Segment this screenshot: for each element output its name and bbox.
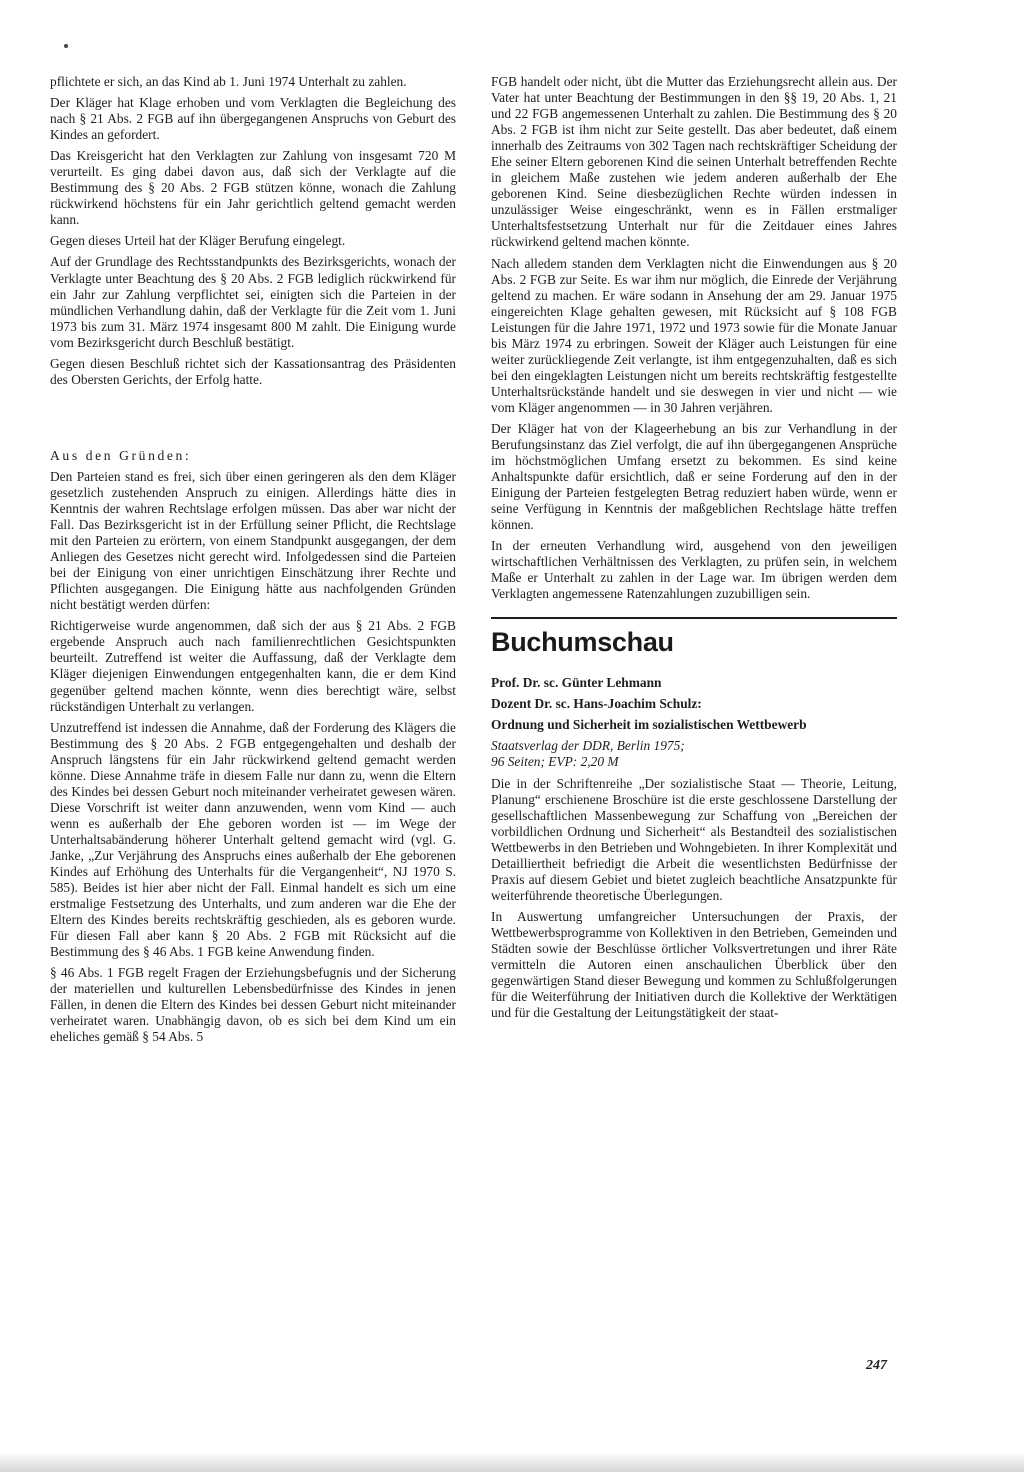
scan-edge [0,1452,1024,1472]
review-paragraph: Die in der Schriftenreihe „Der sozialistische Staat — Theorie, Leitung, Planung“ erschienene Broschüre ist die erste geschlossene Darstellung der gesellschaftlichen Massenbewegung zur Schaffung von „Bereichen der vorbildlichen Ordnung und Sicherheit“ als Bestandteil des sozialistischen Wettbewerbs in den Betrieben und Wohngebieten. In ihrer Komplexität und Detailliertheit befriedigt die Arbeit die wesentlichsten Bedürfnisse der Praxis auf diesem Gebiet und bietet zugleich beachtliche Ansatzpunkte für weiterführende theoretische Überlegungen. [491,775,897,903]
paragraph: Den Parteien stand es frei, sich über einen geringeren als den dem Kläger gesetzlich zustehenden Anspruch zu einigen. Allerdings hätte dies in Kenntnis der wahren Rechtslage erfolgen müssen. Das aber war nicht der Fall. Das Bezirksgericht ist in der Erfüllung seiner Pflicht, die Rechtslage mit den Parteien zu erörtern, von einem Standpunkt ausgegangen, der dem Anliegen des Gesetzes nicht gerecht wird. Infolgedessen sind die Parteien bei der Einigung von einer unrichtigen Einschätzung ihrer Rechte und Pflichten ausgegangen. Die Einigung hätte aus nachfolgenden Gründen nicht bestätigt werden dürfen: [50,468,456,613]
paragraph: Auf der Grundlage des Rechtsstandpunkts des Bezirksgerichts, wonach der Verklagte unter Beachtung des § 20 Abs. 2 FGB lediglich rückwirkend für ein Jahr zur Zahlung verpflichtet sei, einigten sich die Parteien in der mündlichen Verhandlung dahin, daß der Verklagte für die Zeit vom 1. Juni 1973 bis zum 31. März 1974 insgesamt 800 M zahlt. Die Einigung wurde vom Bezirksgericht durch Beschluß bestätigt. [50,254,456,350]
paragraph: FGB handelt oder nicht, übt die Mutter das Erziehungsrecht allein aus. Der Vater hat unter Beachtung der Bestimmungen in den §§ 19, 20 Abs. 1, 21 und 22 FGB angemessenen Unterhalt zu zahlen. Die Bestimmung des § 20 Abs. 2 FGB ist ihm nicht zur Seite gestellt. Das aber bedeutet, daß einem innerhalb des Zeitraums von 302 Tagen nach rechtskräftiger Scheidung der Ehe seiner Eltern geborenen Kind die seinen Unterhalt betreffenden Rechte in gleichem Maße zustehen wie jedem anderen außerhalb der Ehe geborenen Kind. Seine diesbezüglichen Rechte würden indessen in unzulässiger Weise eingeschränkt, wenn es in Fällen erstmaliger Unterhaltsfestsetzung Unterhalt nur für die Zeitdauer eines Jahres rückwirkend geltend machen könnte. [491,74,897,250]
paragraph: Gegen dieses Urteil hat der Kläger Berufung eingelegt. [50,233,346,249]
paragraph: Der Kläger hat Klage erhoben und vom Verklagten die Begleichung des nach § 21 Abs. 2 FGB auf ihn übergegangenen Anspruchs von Geburt des Kindes an gefordert. [50,95,456,143]
paragraph: In der erneuten Verhandlung wird, ausgehend von den jeweiligen wirtschaftlichen Verhältnissen des Verklagten, zu prüfen sein, in welchem Maße er Unterhalt zu zahlen in der Lage war. Im übrigen werden dem Verklagten angemessene Ratenzahlungen zuzubilligen sein. [491,538,897,602]
paragraph: Nach alledem standen dem Verklagten nicht die Einwendungen aus § 20 Abs. 2 FGB zur Seite. Es war ihm nur möglich, die Einrede der Verjährung geltend zu machen. Er wäre sodann in Ansehung der am 29. Januar 1975 eingereichten Klage gehalten gewesen, mit Rücksicht auf § 108 FGB Leistungen für die Jahre 1971, 1972 und 1973 sowie für die Monate Januar bis März 1974 zu erbringen. Soweit der Kläger auch Leistungen für eine weiter zurückliegende Zeit verlangte, ist ihm entgegenzuhalten, daß es sich bei den eingeklagten Leistungen nicht um bereits rechtskräftig festgestellte Unterhaltsrückstände handelt und sie deswegen in vier und nicht — wie vom Kläger angenommen — in 30 Jahren verjähren. [491,255,897,415]
book-publication-info [491,738,897,770]
review-paragraph: In Auswertung umfangreicher Untersuchungen der Praxis, der Wettbewerbsprogramme von Kollektiven in den Betrieben, Gemeinden und Städten sowie der Beschlüsse örtlicher Volksvertretungen und ihrer Räte vermitteln die Autoren einen anschaulichen Überblick über den gegenwärtigen Stand dieser Bewegung und kommen zu Schlußfolgerungen für die Weiterführung der Initiativen durch die Kollektive der Werktätigen und für die Gestaltung der Leitungstätigkeit der staat- [491,908,897,1021]
right-column [491,74,897,1026]
paragraph: Unzutreffend ist indessen die Annahme, daß der Forderung des Klägers die Bestimmung des § 20 Abs. 2 FGB entgegengehalten und deshalb der Anspruch längstens für ein Jahr rückwirkend geltend gemacht werden könne. Diese Annahme träfe in diesem Falle nur dann zu, wenn die Eltern des Kindes bei dessen Geburt noch miteinander verheiratet gewesen wären. Diese Vorschrift ist weiter dann anzuwenden, wenn vom Kind — auch wenn es außerhalb der Ehe geboren worden ist — im Wege der Unterhaltsabänderung höherer Unterhalt geltend gemacht wird (vgl. G. Janke, „Zur Verjährung des Anspruchs eines außerhalb der Ehe geborenen Kindes auf Erhöhung des Unterhalts für die Vergangenheit“, NJ 1970 S. 585). Beides ist hier aber nicht der Fall. Einmal handelt es sich um eine erstmalige Festsetzung des Unterhalts, und zum anderen war die Ehe der Eltern des Kindes bereits rechtskräftig geschieden, als es geboren wurde. Für diesen Fall aber kann § 20 Abs. 2 FGB mit Rücksicht auf die Bestimmung des § 46 Abs. 1 FGB keine Anwendung finden. [50,719,456,960]
paragraph: Der Kläger hat von der Klageerhebung an bis zur Verhandlung in der Berufungsinstanz das Ziel verfolgt, die auf ihn übergegangenen Ansprüche im höchstmöglichen Umfang ersetzt zu bekommen. Es sind keine Anhaltspunkte dafür ersichtlich, daß er seine Forderung auf den in der Einigung der Parteien festgelegten Betrag reduziert haben würde, wenn er seine Verfügung in Kenntnis der maßgeblichen Rechtslage hätte treffen können. [491,420,897,533]
section-heading: Aus den Gründen: [50,447,192,463]
scan-dot-mark [64,44,68,48]
pages-price-line: 96 Seiten; EVP: 2,20 M [491,753,619,769]
book-title: Ordnung und Sicherheit im sozialistischen Wettbewerb [491,716,807,732]
paragraph: Das Kreisgericht hat den Verklagten zur Zahlung von insgesamt 720 M verurteilt. Es ging dabei davon aus, daß sich der Verklagte auf die Bestimmung des § 20 Abs. 2 FGB stützen könne, wonach die Zahlung rückwirkend höchstens für ein Jahr gerichtlich geltend gemacht werden kann. [50,148,456,228]
publisher-line: Staatsverlag der DDR, Berlin 1975; [491,737,685,753]
paragraph: Richtigerweise wurde angenommen, daß sich der aus § 21 Abs. 2 FGB ergebende Anspruch auch nach familienrechtlichen Gesichtspunkten beurteilt. Zutreffend ist weiter die Auffassung, daß der Verklagte dem Kläger diejenigen Einwendungen entgegenhalten kann, die er dem Kind gegenüber geltend machen könnte, wenn dies berechtigt wäre, selbst rückständigen Unterhalt zu verlangen. [50,618,456,714]
paragraph: pflichtete er sich, an das Kind ab 1. Juni 1974 Unterhalt zu zahlen. [50,74,407,89]
page-number: 247 [866,1358,887,1373]
paragraph: Gegen diesen Beschluß richtet sich der Kassationsantrag des Präsidenten des Obersten Gerichts, der Erfolg hatte. [50,355,456,387]
section-title: Buchumschau [491,626,674,657]
paragraph: § 46 Abs. 1 FGB regelt Fragen der Erziehungsbefugnis und der Sicherung der materiellen und kulturellen Lebensbedürfnisse des Kindes in jenen Fällen, in denen die Eltern des Kindes bei dessen Geburt nicht miteinander verheiratet waren. Unabhängig davon, ob es sich bei dem Kind um ein eheliches gemäß § 54 Abs. 5 [50,965,456,1045]
book-author: Prof. Dr. sc. Günter Lehmann [491,674,662,690]
section-divider [491,617,897,619]
book-author: Dozent Dr. sc. Hans-Joachim Schulz: [491,695,702,711]
spacer [50,393,456,448]
left-column [50,74,456,1051]
